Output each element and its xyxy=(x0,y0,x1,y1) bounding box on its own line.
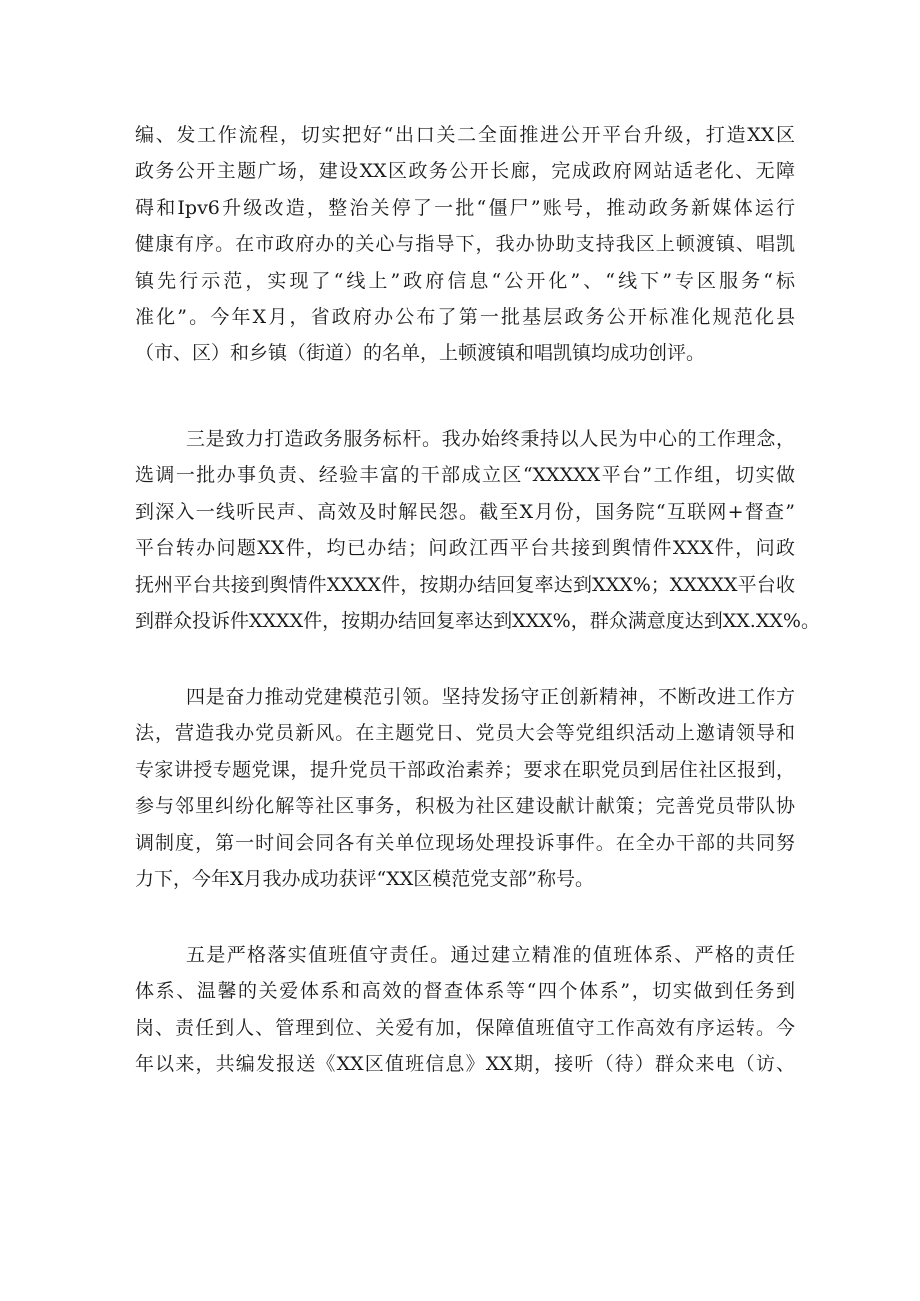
text-line: 抚州平台共接到舆情件XXXX件，按期办结回复率达到XXX%；XXXXX平台收 xyxy=(135,573,795,596)
text-line: 法，营造我办党员新风。在主题党日、党员大会等党组织活动上邀请领导和 xyxy=(135,722,795,745)
text-line: 到群众投诉件XXXX件，按期办结回复率达到XXX%，群众满意度达到XX.XX%。 xyxy=(135,609,820,632)
text-line: 三是致力打造政务服务标杆。我办始终秉持以人民为中心的工作理念， xyxy=(186,428,795,450)
text-line: 平台转办问题XX件，均已办结；问政江西平台共接到舆情件XXX件，问政 xyxy=(135,537,795,560)
text-line: 五是严格落实值班值守责任。通过建立精准的值班体系、严格的责任 xyxy=(186,944,795,966)
text-line: 岗、责任到人、管理到位、关爱有加，保障值班值守工作高效有序运转。今 xyxy=(135,1016,795,1039)
text-line: 体系、温馨的关爱体系和高效的督查体系等“四个体系”，切实做到任务到 xyxy=(135,980,795,1003)
text-line: 四是奋力推动党建模范引领。坚持发扬守正创新精神，不断改进工作方 xyxy=(186,686,795,708)
text-line: 到深入一线听民声、高效及时解民怨。截至X月份，国务院“互联网+督查” xyxy=(135,500,795,523)
text-line: 选调一批办事负责、经验丰富的干部成立区“XXXXX平台”工作组，切实做 xyxy=(135,464,795,487)
text-line: 力下，今年X月我办成功获评“XX区模范党支部”称号。 xyxy=(135,867,595,890)
paragraph-duty-responsibility xyxy=(135,937,795,1083)
text-line: 准化”。今年X月，省政府办公布了第一批基层政务公开标准化规范化县 xyxy=(135,305,795,328)
text-line: 碍和Ipv6升级改造，整治关停了一批“僵尸”账号，推动政务新媒体运行 xyxy=(135,196,795,219)
text-line: 健康有序。在市政府办的关心与指导下，我办协助支持我区上顿渡镇、唱凯 xyxy=(135,233,795,256)
text-line: 专家讲授专题党课，提升党员干部政治素养；要求在职党员到居住社区报到， xyxy=(135,758,795,781)
text-line: 参与邻里纠纷化解等社区事务，积极为社区建设献计献策；完善党员带队协 xyxy=(135,795,795,818)
text-line: 政务公开主题广场，建设XX区政务公开长廊，完成政府网站适老化、无障 xyxy=(135,160,795,183)
text-line: 年以来，共编发报送《XX区值班信息》XX期，接听（待）群众来电（访、 xyxy=(135,1053,795,1076)
paragraph-party-building xyxy=(135,679,795,897)
paragraph-platform-upgrade xyxy=(135,117,795,372)
text-line: 编、发工作流程，切实把好“出口关二全面推进公开平台升级，打造XX区 xyxy=(135,124,795,146)
text-line: 调制度，第一时间会同各有关单位现场处理投诉事件。在全办干部的共同努 xyxy=(135,831,795,854)
paragraph-government-service xyxy=(135,421,820,639)
text-line: （市、区）和乡镇（街道）的名单，上顿渡镇和唱凯镇均成功创评。 xyxy=(135,342,706,365)
text-line: 镇先行示范，实现了“线上”政府信息“公开化”、“线下”专区服务“标 xyxy=(135,269,795,292)
